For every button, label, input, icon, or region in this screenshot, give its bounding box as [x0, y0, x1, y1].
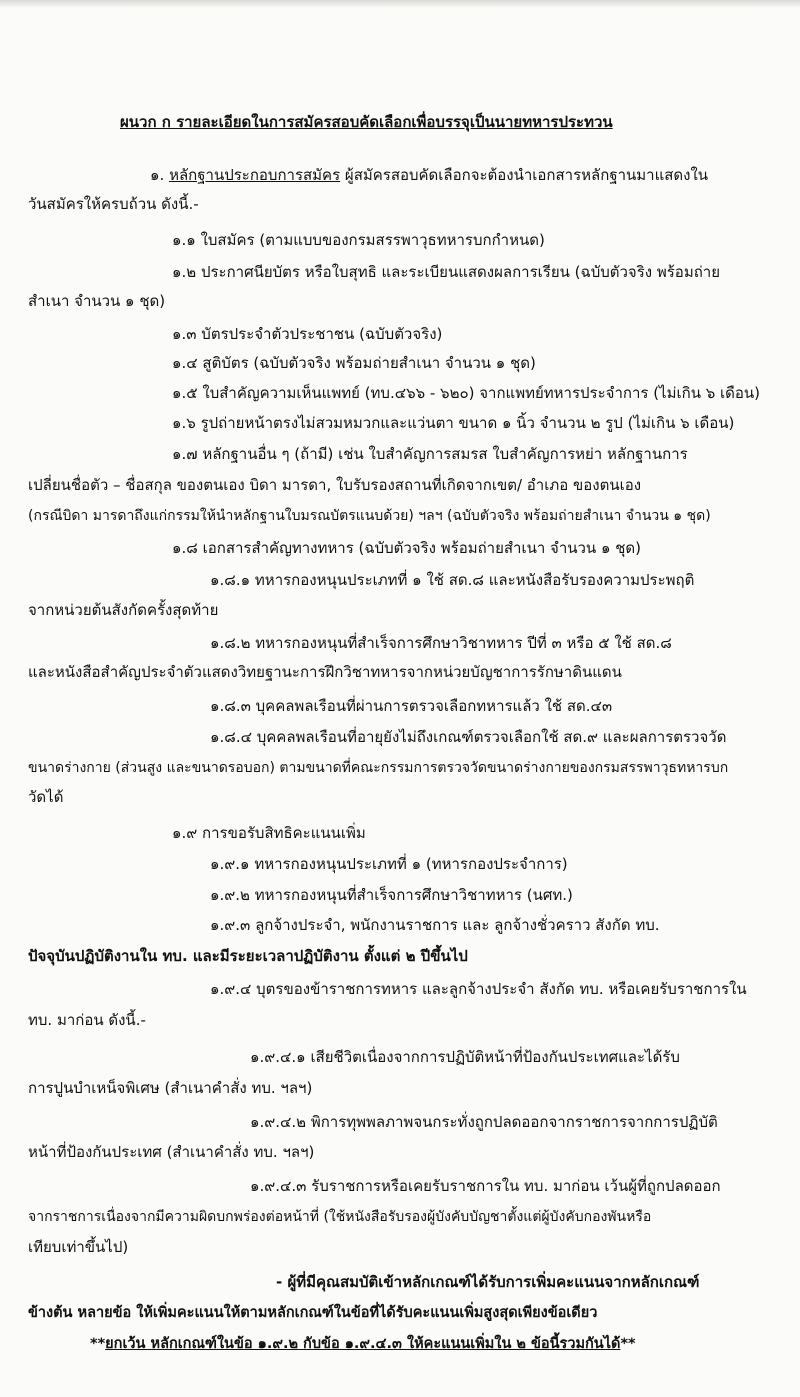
scan-edge: [0, 0, 800, 8]
item-1-9-4-3-cont2: เทียบเท่าขึ้นไป): [28, 1238, 129, 1256]
item-1-8-2: ๑.๘.๒ ทหารกองหนุนที่สำเร็จการศึกษาวิชาทหาร ปีที่ ๓ หรือ ๕ ใช้ สด.๘: [210, 634, 672, 652]
item-1-1: ๑.๑ ใบสมัคร (ตามแบบของกรมสรรพาวุธทหารบกกำหนด): [172, 231, 545, 249]
item-1-8: ๑.๘ เอกสารสำคัญทางทหาร (ฉบับตัวจริง พร้อมถ่ายสำเนา จำนวน ๑ ชุด): [172, 539, 642, 557]
item-1-9-3: ๑.๙.๓ ลูกจ้างประจำ, พนักงานราชการ และ ลูกจ้างชั่วคราว สังกัด ทบ.: [210, 916, 660, 934]
note-2-text: ยกเว้น หลักเกณฑ์ในข้อ ๑.๙.๒ กับข้อ ๑.๙.๔.๓ ให้คะแนนเพิ่มใน ๒ ข้อนี้รวมกันได้: [105, 1336, 621, 1352]
item-1-8-1-cont: จากหน่วยต้นสังกัดครั้งสุดท้าย: [28, 601, 219, 619]
section-intro: ผู้สมัครสอบคัดเลือกจะต้องนำเอกสารหลักฐานมาแสดงใน: [340, 166, 709, 184]
item-1-7: ๑.๗ หลักฐานอื่น ๆ (ถ้ามี) เช่น ใบสำคัญการสมรส ใบสำคัญการหย่า หลักฐานการ: [172, 445, 688, 463]
note-1-cont: ข้างต้น หลายข้อ ให้เพิ่มคะแนนให้ตามหลักเกณฑ์ในข้อที่ได้รับคะแนนเพิ่มสูงสุดเพียงข้อเดียว: [28, 1305, 598, 1321]
note-2-suffix: **: [620, 1336, 636, 1352]
section-intro-cont: วันสมัครให้ครบถ้วน ดังนี้.-: [28, 195, 199, 213]
item-1-9: ๑.๙ การขอรับสิทธิคะแนนเพิ่ม: [172, 824, 366, 842]
item-1-8-2-cont: และหนังสือสำคัญประจำตัวแสดงวิทยฐานะการฝึกวิชาทหารจากหน่วยบัญชาการรักษาดินแดน: [28, 663, 622, 681]
item-1-8-1: ๑.๘.๑ ทหารกองหนุนประเภทที่ ๑ ใช้ สด.๘ และหนังสือรับรองความประพฤติ: [210, 571, 695, 589]
item-1-9-4-3: ๑.๙.๔.๓ รับราชการหรือเคยรับราชการใน ทบ. มาก่อน เว้นผู้ที่ถูกปลดออก: [250, 1177, 721, 1195]
note-2-prefix: **: [90, 1336, 106, 1352]
item-1-9-4-2: ๑.๙.๔.๒ พิการทุพพลภาพจนกระทั่งถูกปลดออกจากราชการจากการปฏิบัติ: [250, 1113, 718, 1131]
item-1-2: ๑.๒ ประกาศนียบัตร หรือใบสุทธิ และระเบียนแสดงผลการเรียน (ฉบับตัวจริง พร้อมถ่าย: [172, 263, 720, 281]
item-1-9-2: ๑.๙.๒ ทหารกองหนุนที่สำเร็จการศึกษาวิชาทหาร (นศท.): [210, 886, 573, 904]
section-heading: หลักฐานประกอบการสมัคร: [169, 166, 341, 184]
section-number: ๑.: [150, 166, 165, 184]
item-1-9-4: ๑.๙.๔ บุตรของข้าราชการทหาร และลูกจ้างประจำ สังกัด ทบ. หรือเคยรับราชการใน: [210, 980, 747, 998]
note-1: - ผู้ที่มีคุณสมบัติเข้าหลักเกณฑ์ได้รับการเพิ่มคะแนนจากหลักเกณฑ์: [276, 1273, 700, 1291]
item-1-9-4-3-cont: จากราชการเนื่องจากมีความผิดบกพร่องต่อหน้าที่ (ใช้หนังสือรับรองผู้บังคับบัญชาตั้งแต่ผู้บังคับกองพันหรือ: [28, 1209, 652, 1225]
item-1-9-1: ๑.๙.๑ ทหารกองหนุนประเภทที่ ๑ (ทหารกองประจำการ): [210, 855, 568, 873]
item-1-4: ๑.๔ สูติบัตร (ฉบับตัวจริง พร้อมถ่ายสำเนา จำนวน ๑ ชุด): [172, 354, 536, 372]
item-1-8-3: ๑.๘.๓ บุคคลพลเรือนที่ผ่านการตรวจเลือกทหารแล้ว ใช้ สด.๔๓: [210, 697, 613, 715]
item-1-9-4-1-cont: การปูนบำเหน็จพิเศษ (สำเนาคำสั่ง ทบ. ฯลฯ): [28, 1079, 313, 1097]
item-1-9-4-cont: ทบ. มาก่อน ดังนี้.-: [28, 1011, 146, 1029]
item-1-8-4: ๑.๘.๔ บุคคลพลเรือนที่อายุยังไม่ถึงเกณฑ์ตรวจเลือกใช้ สด.๙ และผลการตรวจวัด: [210, 728, 727, 746]
item-1-9-4-2-cont: หน้าที่ป้องกันประเทศ (สำเนาคำสั่ง ทบ. ฯลฯ): [28, 1143, 315, 1161]
item-1-9-3-cont: ปัจจุบันปฏิบัติงานใน ทบ. และมีระยะเวลาปฏิบัติงาน ตั้งแต่ ๒ ปีขึ้นไป: [28, 947, 468, 965]
note-2: [90, 1334, 636, 1354]
item-1-7-cont: เปลี่ยนชื่อตัว – ชื่อสกุล ของตนเอง บิดา มารดา, ใบรับรองสถานที่เกิดจากเขต/ อำเภอ ของตนเอง: [28, 476, 642, 494]
document-title: ผนวก ก รายละเอียดในการสมัครสอบคัดเลือกเพื่อบรรจุเป็นนายทหารประทวน: [120, 113, 613, 131]
item-1-6: ๑.๖ รูปถ่ายหน้าตรงไม่สวมหมวกและแว่นตา ขนาด ๑ นิ้ว จำนวน ๒ รูป (ไม่เกิน ๖ เดือน): [172, 414, 735, 432]
item-1-5: ๑.๕ ใบสำคัญความเห็นแพทย์ (ทบ.๔๖๖ - ๖๒๐) จากแพทย์ทหารประจำการ (ไม่เกิน ๖ เดือน): [172, 384, 760, 402]
item-1-8-4-cont2: วัดได้: [28, 788, 64, 806]
item-1-2-cont: สำเนา จำนวน ๑ ชุด): [28, 292, 166, 310]
item-1-3: ๑.๓ บัตรประจำตัวประชาชน (ฉบับตัวจริง): [172, 325, 443, 343]
item-1-8-4-cont: ขนาดร่างกาย (ส่วนสูง และขนาดรอบอก) ตามขนาดที่คณะกรรมการตรวจวัดขนาดร่างกายของกรมสรรพาวุธทหารบก: [28, 760, 729, 776]
section-1-line: [150, 165, 708, 185]
item-1-9-4-1: ๑.๙.๔.๑ เสียชีวิตเนื่องจากการปฏิบัติหน้าที่ป้องกันประเทศและได้รับ: [250, 1048, 680, 1066]
item-1-7-cont2: (กรณีบิดา มารดาถึงแก่กรรมให้นำหลักฐานใบมรณบัตรแนบด้วย) ฯลฯ (ฉบับตัวจริง พร้อมถ่ายสำเนา จำนวน ๑ ชุด): [28, 508, 711, 524]
